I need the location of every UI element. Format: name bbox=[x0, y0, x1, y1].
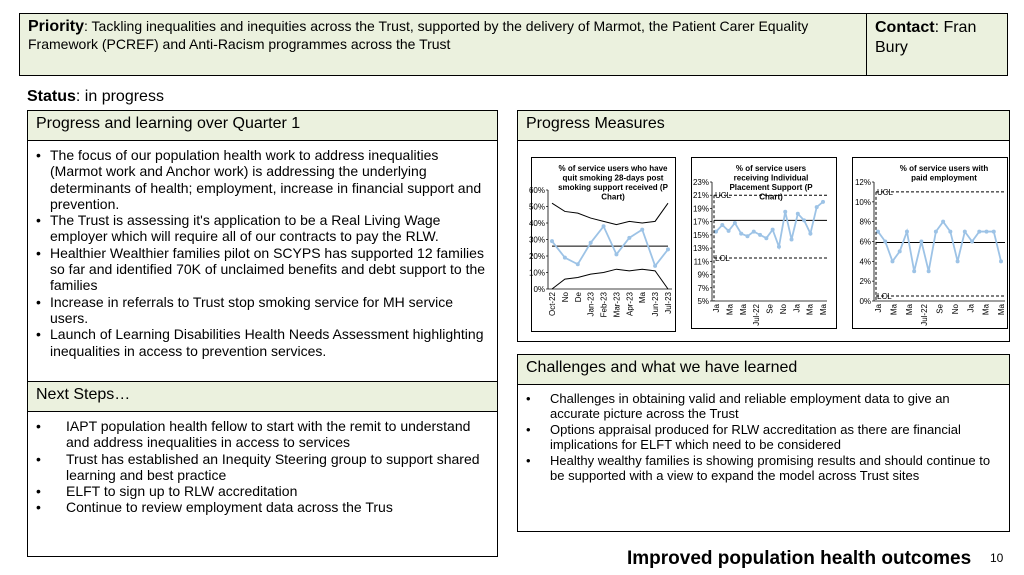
lcl-label: LCL bbox=[715, 254, 730, 264]
list-item: • The Trust is assessing it's application to be a Real Living Wage employer which will require all of our contracts to pay the RLW. bbox=[36, 212, 489, 245]
data-point bbox=[783, 210, 787, 214]
data-point bbox=[956, 259, 960, 263]
priority-text: : Tackling inequalities and inequities across the Trust, supported by the delivery of Marmot, the Patient Carer Equality Framework (PCREF) and Anti-Racism programmes across the Trust bbox=[28, 18, 809, 52]
data-point bbox=[627, 236, 631, 240]
page-number: 10 bbox=[990, 551, 1004, 565]
x-tick-label: Ja bbox=[792, 304, 802, 313]
data-point bbox=[883, 240, 887, 244]
y-tick-label: 4% bbox=[859, 257, 871, 267]
data-point bbox=[720, 223, 724, 227]
chart-title-line: smoking support received (P bbox=[558, 183, 668, 192]
list-item: • Trust has established an Inequity Steering group to support shared learning and best practice bbox=[36, 451, 489, 484]
data-point bbox=[934, 230, 938, 234]
chart-title-line: quit smoking 28-days post bbox=[562, 173, 664, 183]
data-point bbox=[576, 262, 580, 266]
x-tick-label: Ma bbox=[805, 304, 815, 316]
x-tick-label: Jul-22 bbox=[752, 304, 762, 326]
data-point bbox=[550, 239, 554, 243]
data-point bbox=[970, 240, 974, 244]
lcl-label: LCL bbox=[877, 292, 892, 302]
x-tick-label: Oct-22 bbox=[548, 292, 557, 317]
x-tick-label: Se bbox=[935, 304, 945, 314]
list-item: • The focus of our population health work to address inequalities (Marmot work and Anchor work) is addressing the underlying determinants of health; employment, increase in financial support and prevention. bbox=[36, 147, 489, 212]
challenges-title: Challenges and what we have learned bbox=[518, 355, 1009, 385]
data-point bbox=[963, 230, 967, 234]
x-tick-label: Ma bbox=[981, 304, 991, 316]
data-point bbox=[985, 230, 989, 234]
x-tick-label: Ma bbox=[904, 304, 914, 316]
contact-box bbox=[866, 13, 1008, 76]
x-tick-label: De bbox=[573, 292, 583, 303]
data-point bbox=[758, 233, 762, 237]
status-line bbox=[27, 88, 164, 106]
challenges-panel bbox=[517, 354, 1010, 532]
data-point bbox=[815, 205, 819, 209]
x-tick-label: Se bbox=[765, 304, 775, 314]
x-tick-label: Jul-23 bbox=[664, 292, 673, 314]
data-point bbox=[589, 241, 593, 245]
x-tick-label: Ma bbox=[997, 304, 1006, 316]
chart-title-line: receiving Individual bbox=[733, 173, 809, 183]
y-tick-label: 50% bbox=[528, 202, 545, 212]
list-item: • ELFT to sign up to RLW accreditation bbox=[36, 483, 489, 499]
data-point bbox=[821, 200, 825, 204]
data-point bbox=[777, 245, 781, 249]
x-tick-label: Ja bbox=[966, 304, 976, 313]
y-tick-label: 12% bbox=[854, 178, 871, 187]
y-tick-label: 17% bbox=[692, 217, 709, 227]
x-tick-label: Ma bbox=[638, 292, 648, 304]
x-tick-label: Ma bbox=[819, 304, 828, 316]
data-point bbox=[614, 252, 618, 256]
data-point bbox=[802, 218, 806, 222]
y-tick-label: 0% bbox=[859, 297, 871, 306]
x-tick-label: Jun-23 bbox=[651, 292, 661, 317]
y-tick-label: 2% bbox=[859, 277, 871, 287]
chart-title-line: paid employment bbox=[911, 173, 977, 183]
y-tick-label: 40% bbox=[528, 219, 545, 228]
chart-quit-smoking bbox=[528, 157, 676, 332]
list-item: • Continue to review employment data across the Trus bbox=[36, 499, 489, 515]
list-item: • Increase in referrals to Trust stop smoking service for MH service users. bbox=[36, 294, 489, 327]
data-point bbox=[890, 259, 894, 263]
y-tick-label: 21% bbox=[692, 191, 709, 201]
progress-learning-panel bbox=[27, 110, 498, 382]
y-tick-label: 15% bbox=[692, 230, 709, 240]
priority-box bbox=[19, 13, 867, 76]
data-point bbox=[714, 230, 718, 234]
x-tick-label: Feb-23 bbox=[599, 292, 609, 318]
data-point bbox=[808, 232, 812, 236]
x-tick-label: Jan-23 bbox=[586, 292, 596, 317]
list-item: • Challenges in obtaining valid and reliable employment data to give an accurate picture across the Trust bbox=[526, 391, 1001, 422]
progress-learning-title: Progress and learning over Quarter 1 bbox=[28, 111, 497, 141]
y-tick-label: 19% bbox=[692, 204, 709, 214]
next-steps-title: Next Steps… bbox=[28, 382, 497, 412]
data-point bbox=[764, 236, 768, 240]
progress-learning-list bbox=[28, 141, 497, 359]
status-text: : in progress bbox=[75, 88, 164, 105]
y-tick-label: 5% bbox=[697, 297, 709, 306]
data-point bbox=[992, 230, 996, 234]
data-point bbox=[898, 249, 902, 253]
x-tick-label: Ma bbox=[889, 304, 899, 316]
chart-individual-placement-support bbox=[691, 157, 837, 329]
challenges-list bbox=[518, 385, 1009, 483]
x-tick-label: Apr-23 bbox=[625, 292, 635, 317]
status-label: Status bbox=[27, 88, 76, 105]
y-tick-label: 9% bbox=[697, 270, 709, 280]
data-point bbox=[948, 230, 952, 234]
data-point bbox=[666, 247, 670, 251]
data-point bbox=[977, 230, 981, 234]
chart-title-line: % of service users who have bbox=[558, 164, 668, 173]
data-point bbox=[927, 269, 931, 273]
y-tick-label: 7% bbox=[697, 283, 709, 293]
data-point bbox=[999, 259, 1003, 263]
y-tick-label: 20% bbox=[528, 252, 545, 261]
x-tick-label: No bbox=[778, 304, 788, 315]
data-point bbox=[739, 232, 743, 236]
data-point bbox=[602, 224, 606, 228]
data-point bbox=[919, 240, 923, 244]
contact-text: : Fran Bury bbox=[875, 19, 977, 56]
list-item: • Launch of Learning Disabilities Health Needs Assessment highlighting inequalities in access to prevention services. bbox=[36, 326, 489, 359]
y-tick-label: 60% bbox=[528, 186, 545, 195]
y-tick-label: 6% bbox=[859, 237, 871, 247]
priority-label: Priority bbox=[28, 18, 85, 35]
y-tick-label: 10% bbox=[528, 268, 545, 278]
chart-title-line: Chart) bbox=[601, 192, 625, 202]
y-tick-label: 10% bbox=[854, 197, 871, 207]
x-tick-label: Jul-22 bbox=[920, 304, 930, 326]
list-item: • Options appraisal produced for RLW accreditation as there are financial implications for ELFT which need to be considered bbox=[526, 422, 1001, 453]
data-point bbox=[745, 234, 749, 238]
data-point bbox=[563, 256, 567, 260]
chart-paid-employment bbox=[852, 157, 1008, 329]
y-tick-label: 8% bbox=[859, 217, 871, 227]
chart-title-line: Chart) bbox=[759, 192, 783, 202]
y-tick-label: 13% bbox=[692, 244, 709, 254]
list-item: • IAPT population health fellow to start with the remit to understand and address inequalities in access to services bbox=[36, 418, 489, 451]
x-tick-label: Ja bbox=[874, 304, 883, 313]
data-point bbox=[941, 220, 945, 224]
y-tick-label: 0% bbox=[533, 285, 545, 294]
data-point bbox=[876, 230, 880, 234]
x-tick-label: No bbox=[560, 292, 570, 303]
chart-title-line: % of service users bbox=[735, 164, 807, 173]
ucl-label: UCL bbox=[715, 191, 732, 201]
data-point bbox=[771, 228, 775, 232]
data-point bbox=[790, 238, 794, 242]
footer-title: Improved population health outcomes bbox=[627, 548, 972, 569]
data-point bbox=[653, 264, 657, 268]
data-point bbox=[796, 212, 800, 216]
contact-label: Contact bbox=[875, 19, 935, 36]
x-tick-label: Mar-23 bbox=[612, 292, 622, 318]
data-point bbox=[912, 269, 916, 273]
chart-title-line: % of service users with bbox=[899, 164, 989, 173]
data-point bbox=[905, 230, 909, 234]
x-tick-label: Ma bbox=[725, 304, 735, 316]
list-item: • Healthy wealthy families is showing promising results and should continue to be supported with a view to expand the model across Trust sites bbox=[526, 453, 1001, 484]
progress-measures-title: Progress Measures bbox=[518, 111, 1009, 141]
data-point bbox=[733, 221, 737, 225]
data-point bbox=[752, 230, 756, 234]
y-tick-label: 11% bbox=[693, 257, 709, 267]
next-steps-panel bbox=[27, 381, 498, 557]
x-tick-label: No bbox=[950, 304, 960, 315]
next-steps-list bbox=[28, 412, 497, 516]
list-item: • Healthier Wealthier families pilot on SCYPS has supported 12 families so far and identified 70K of unclaimed benefits and debt support to the families bbox=[36, 245, 489, 294]
y-tick-label: 30% bbox=[528, 235, 545, 245]
x-tick-label: Ma bbox=[738, 304, 748, 316]
y-tick-label: 23% bbox=[692, 178, 709, 187]
data-point bbox=[727, 229, 731, 233]
x-tick-label: Ja bbox=[712, 304, 721, 313]
chart-title-line: Placement Support (P bbox=[729, 183, 813, 192]
data-point bbox=[640, 228, 644, 232]
ucl-label: UCL bbox=[877, 187, 894, 197]
